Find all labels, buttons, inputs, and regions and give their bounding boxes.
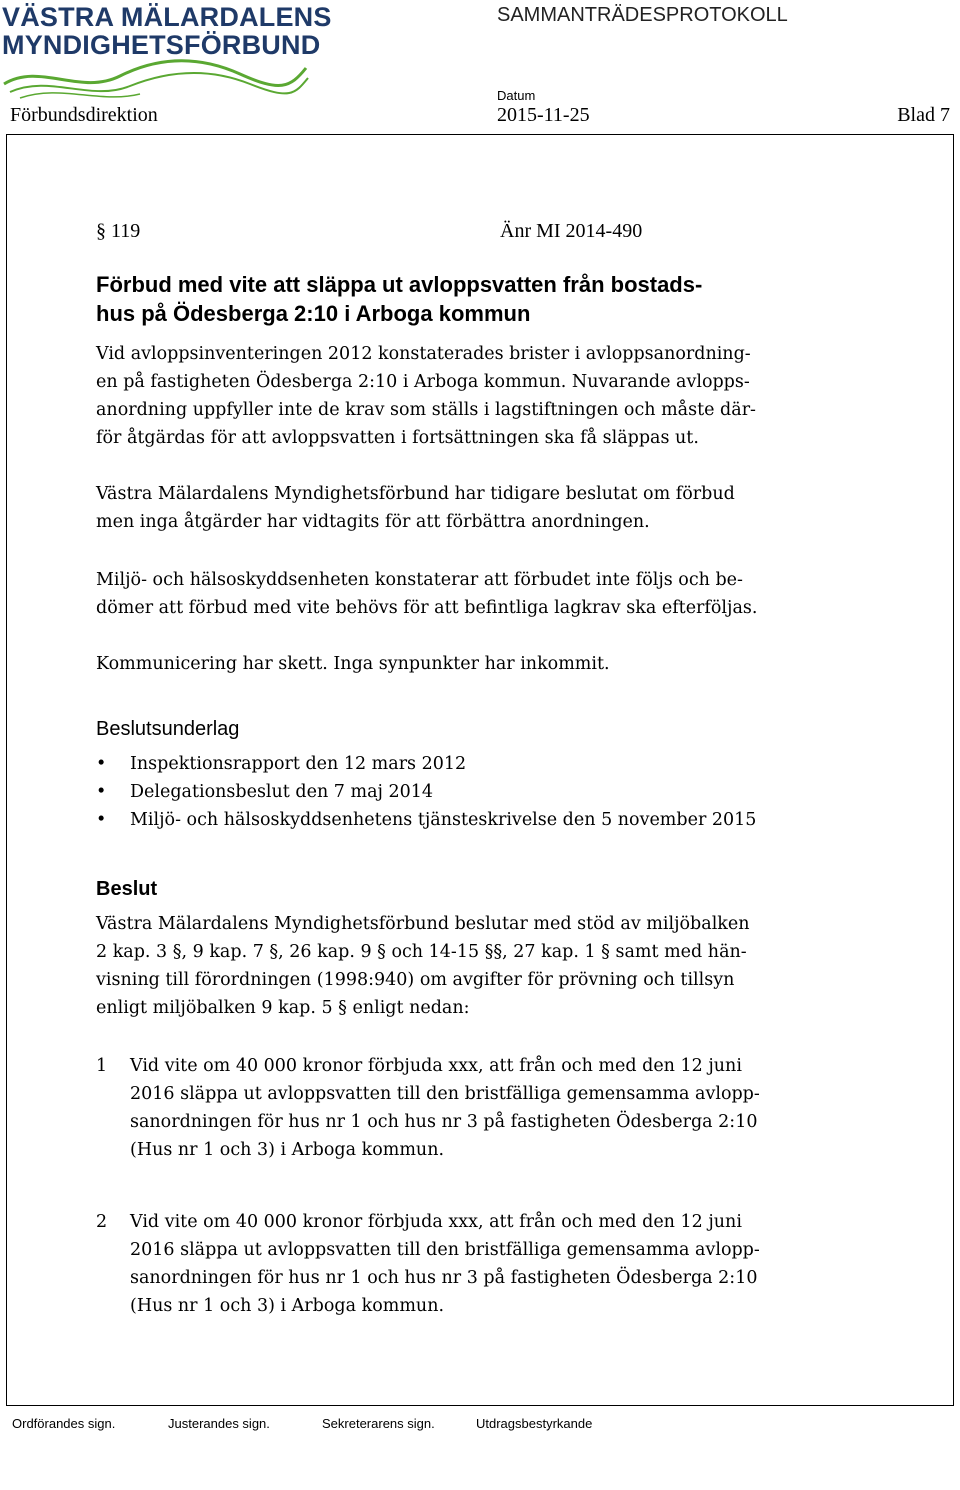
case-number: Änr MI 2014-490	[500, 220, 643, 242]
decision-item-number: 2	[96, 1212, 108, 1232]
paragraph-3	[96, 566, 856, 622]
text-line: Kommunicering har skett. Inga synpunkter har inkommit.	[96, 654, 610, 674]
document-type: SAMMANTRÄDESPROTOKOLL	[497, 4, 788, 26]
meeting-date: 2015-11-25	[497, 104, 590, 126]
text-line: Västra Mälardalens Myndighetsförbund beslutar med stöd av miljöbalken	[96, 914, 750, 934]
list-item	[96, 778, 756, 806]
extract-certification-label: Utdragsbestyrkande	[476, 1416, 593, 1431]
bullet-icon: •	[96, 810, 107, 830]
text-line: sanordningen för hus nr 1 och hus nr 3 på fastigheten Ödesberga 2:10	[130, 1268, 758, 1288]
text-line: anordning uppfyller inte de krav som ställs i lagstiftningen och måste där-	[96, 400, 756, 420]
title-line: hus på Ödesberga 2:10 i Arboga kommun	[96, 301, 531, 326]
logo-text-line2: MYNDIGHETSFÖRBUND	[2, 30, 321, 60]
decision-basis-list	[96, 750, 756, 834]
text-line: (Hus nr 1 och 3) i Arboga kommun.	[130, 1296, 445, 1316]
text-line: (Hus nr 1 och 3) i Arboga kommun.	[130, 1140, 445, 1160]
text-line: 2 kap. 3 §, 9 kap. 7 §, 26 kap. 9 § och 14-15 §§, 27 kap. 1 § samt med hän-	[96, 942, 747, 962]
text-line: dömer att förbud med vite behövs för att befintliga lagkrav ska efterföljas.	[96, 598, 758, 618]
decision-intro	[96, 910, 856, 1022]
text-line: för åtgärdas för att avloppsvatten i fortsättningen ska få släppas ut.	[96, 428, 699, 448]
text-line: 2016 släppa ut avloppsvatten till den bristfälliga gemensamma avlopp-	[130, 1240, 760, 1260]
decision-basis-heading: Beslutsunderlag	[96, 718, 240, 740]
decision-item-number: 1	[96, 1056, 108, 1076]
text-line: 2016 släppa ut avloppsvatten till den bristfälliga gemensamma avlopp-	[130, 1084, 760, 1104]
department-name: Förbundsdirektion	[10, 104, 158, 126]
paragraph-4	[96, 650, 856, 678]
text-line: sanordningen för hus nr 1 och hus nr 3 på fastigheten Ödesberga 2:10	[130, 1112, 758, 1132]
decision-item-text	[130, 1052, 760, 1164]
paragraph-number: § 119	[96, 220, 141, 242]
list-item-text: Inspektionsrapport den 12 mars 2012	[130, 754, 467, 774]
text-line: men inga åtgärder har vidtagits för att förbättra anordningen.	[96, 512, 650, 532]
text-line: Vid vite om 40 000 kronor förbjuda xxx, att från och med den 12 juni	[130, 1212, 742, 1232]
paragraph-2	[96, 480, 856, 536]
list-item	[96, 806, 756, 834]
bullet-icon: •	[96, 754, 107, 774]
logo-text-line1: VÄSTRA MÄLARDALENS	[2, 2, 332, 32]
text-line: enligt miljöbalken 9 kap. 5 § enligt nedan:	[96, 998, 470, 1018]
page-number: Blad 7	[897, 104, 950, 126]
decision-heading: Beslut	[96, 878, 158, 900]
document-title	[96, 270, 702, 328]
logo-swoosh-icon	[0, 54, 310, 104]
decision-item-text	[130, 1208, 760, 1320]
text-line: Västra Mälardalens Myndighetsförbund har tidigare beslutat om förbud	[96, 484, 735, 504]
text-line: Miljö- och hälsoskyddsenheten konstaterar att förbudet inte följs och be-	[96, 570, 743, 590]
chair-signature-label: Ordförandes sign.	[12, 1416, 116, 1431]
list-item-text: Miljö- och hälsoskyddsenhetens tjänsteskrivelse den 5 november 2015	[130, 810, 757, 830]
secretary-signature-label: Sekreterarens sign.	[322, 1416, 435, 1431]
title-line: Förbud med vite att släppa ut avloppsvatten från bostads-	[96, 272, 703, 297]
date-label: Datum	[497, 88, 536, 103]
list-item-text: Delegationsbeslut den 7 maj 2014	[130, 782, 434, 802]
bullet-icon: •	[96, 782, 107, 802]
adjuster-signature-label: Justerandes sign.	[168, 1416, 270, 1431]
list-item	[96, 750, 756, 778]
text-line: Vid avloppsinventeringen 2012 konstaterades brister i avloppsanordning-	[96, 344, 751, 364]
text-line: en på fastigheten Ödesberga 2:10 i Arboga kommun. Nuvarande avlopps-	[96, 372, 750, 392]
paragraph-1	[96, 340, 856, 452]
text-line: Vid vite om 40 000 kronor förbjuda xxx, att från och med den 12 juni	[130, 1056, 742, 1076]
text-line: visning till förordningen (1998:940) om avgifter för prövning och tillsyn	[96, 970, 735, 990]
